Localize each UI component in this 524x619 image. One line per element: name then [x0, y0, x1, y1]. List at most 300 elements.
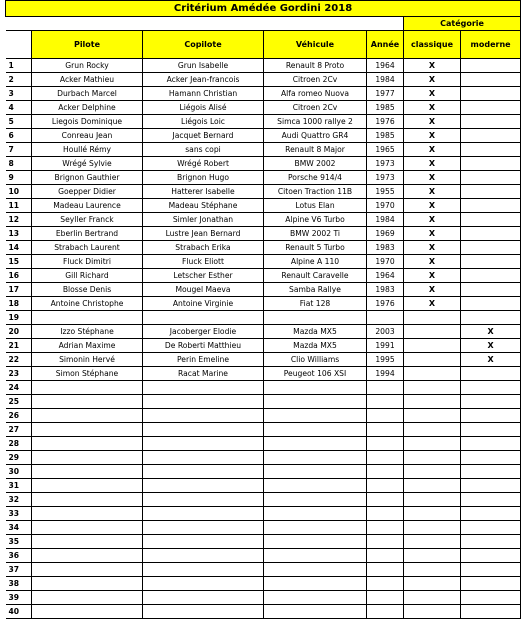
copilote-cell[interactable]: Antoine Virginie — [143, 297, 264, 311]
vehicule-cell[interactable]: Citroen 2Cv — [264, 73, 367, 87]
vehicule-cell[interactable] — [264, 605, 367, 619]
classique-cell[interactable]: X — [404, 241, 461, 255]
annee-cell[interactable] — [367, 521, 404, 535]
moderne-cell[interactable] — [461, 171, 521, 185]
moderne-cell[interactable] — [461, 395, 521, 409]
table-row — [6, 465, 521, 479]
classique-cell[interactable]: X — [404, 297, 461, 311]
row-number-cell[interactable]: 20 — [6, 325, 32, 339]
classique-cell[interactable]: X — [404, 199, 461, 213]
moderne-cell[interactable] — [461, 143, 521, 157]
vehicule-cell[interactable]: Samba Rallye — [264, 283, 367, 297]
pilote-cell[interactable] — [32, 493, 143, 507]
vehicule-cell[interactable]: Mazda MX5 — [264, 339, 367, 353]
row-number-cell[interactable]: 8 — [6, 157, 32, 171]
classique-cell[interactable] — [404, 353, 461, 367]
copilote-cell[interactable]: Liégois Loic — [143, 115, 264, 129]
classique-cell[interactable] — [404, 563, 461, 577]
row-number-cell[interactable]: 15 — [6, 255, 32, 269]
annee-cell[interactable]: 1964 — [367, 59, 404, 73]
copilote-cell[interactable] — [143, 395, 264, 409]
row-number-cell[interactable]: 13 — [6, 227, 32, 241]
copilote-cell[interactable]: Grun Isabelle — [143, 59, 264, 73]
annee-cell[interactable] — [367, 423, 404, 437]
copilote-cell[interactable] — [143, 605, 264, 619]
vehicule-cell[interactable]: Lotus Elan — [264, 199, 367, 213]
table-row — [6, 171, 521, 185]
classique-cell[interactable] — [404, 367, 461, 381]
table-row — [6, 451, 521, 465]
row-number-cell[interactable]: 4 — [6, 101, 32, 115]
annee-cell[interactable]: 2003 — [367, 325, 404, 339]
vehicule-cell[interactable]: Renault Caravelle — [264, 269, 367, 283]
annee-cell[interactable] — [367, 563, 404, 577]
pilote-cell[interactable]: Eberlin Bertrand — [32, 227, 143, 241]
header-copilote[interactable]: Copilote — [143, 31, 264, 59]
annee-cell[interactable]: 1994 — [367, 367, 404, 381]
vehicule-cell[interactable] — [264, 493, 367, 507]
copilote-cell[interactable]: Wrégé Robert — [143, 157, 264, 171]
copilote-cell[interactable]: Racat Marine — [143, 367, 264, 381]
classique-cell[interactable] — [404, 395, 461, 409]
pilote-cell[interactable]: Strabach Laurent — [32, 241, 143, 255]
classique-cell[interactable] — [404, 577, 461, 591]
classique-cell[interactable] — [404, 311, 461, 325]
moderne-cell[interactable] — [461, 409, 521, 423]
annee-cell[interactable]: 1965 — [367, 143, 404, 157]
row-number-cell[interactable]: 37 — [6, 563, 32, 577]
pilote-cell[interactable] — [32, 465, 143, 479]
copilote-cell[interactable] — [143, 577, 264, 591]
row-number-cell[interactable]: 7 — [6, 143, 32, 157]
pilote-cell[interactable]: Adrian Maxime — [32, 339, 143, 353]
moderne-cell[interactable] — [461, 605, 521, 619]
header-pilote[interactable]: Pilote — [32, 31, 143, 59]
copilote-cell[interactable]: Lustre Jean Bernard — [143, 227, 264, 241]
header-moderne[interactable]: moderne — [461, 31, 521, 59]
copilote-cell[interactable] — [143, 493, 264, 507]
annee-cell[interactable] — [367, 535, 404, 549]
vehicule-cell[interactable]: Peugeot 106 XSI — [264, 367, 367, 381]
row-number-cell[interactable]: 28 — [6, 437, 32, 451]
vehicule-cell[interactable] — [264, 437, 367, 451]
copilote-cell[interactable]: Strabach Erika — [143, 241, 264, 255]
classique-cell[interactable] — [404, 493, 461, 507]
annee-cell[interactable]: 1995 — [367, 353, 404, 367]
annee-cell[interactable] — [367, 465, 404, 479]
copilote-cell[interactable] — [143, 591, 264, 605]
row-number-cell[interactable]: 23 — [6, 367, 32, 381]
vehicule-cell[interactable]: Renault 5 Turbo — [264, 241, 367, 255]
annee-cell[interactable]: 1991 — [367, 339, 404, 353]
annee-cell[interactable]: 1985 — [367, 101, 404, 115]
moderne-cell[interactable] — [461, 283, 521, 297]
table-row — [6, 325, 521, 339]
vehicule-cell[interactable] — [264, 409, 367, 423]
annee-cell[interactable] — [367, 451, 404, 465]
copilote-cell[interactable] — [143, 549, 264, 563]
pilote-cell[interactable]: Blosse Denis — [32, 283, 143, 297]
copilote-cell[interactable]: Acker Jean-francois — [143, 73, 264, 87]
classique-cell[interactable]: X — [404, 283, 461, 297]
classique-cell[interactable] — [404, 549, 461, 563]
copilote-cell[interactable] — [143, 507, 264, 521]
vehicule-cell[interactable]: Alpine V6 Turbo — [264, 213, 367, 227]
vehicule-cell[interactable]: Fiat 128 — [264, 297, 367, 311]
copilote-cell[interactable] — [143, 437, 264, 451]
classique-cell[interactable]: X — [404, 73, 461, 87]
vehicule-cell[interactable] — [264, 507, 367, 521]
pilote-cell[interactable]: Simon Stéphane — [32, 367, 143, 381]
row-number-cell[interactable]: 22 — [6, 353, 32, 367]
moderne-cell[interactable] — [461, 115, 521, 129]
classique-cell[interactable] — [404, 451, 461, 465]
pilote-cell[interactable] — [32, 563, 143, 577]
classique-cell[interactable]: X — [404, 115, 461, 129]
row-number-cell[interactable]: 16 — [6, 269, 32, 283]
annee-cell[interactable] — [367, 409, 404, 423]
vehicule-cell[interactable] — [264, 311, 367, 325]
pilote-cell[interactable] — [32, 549, 143, 563]
table-row — [6, 507, 521, 521]
pilote-cell[interactable] — [32, 423, 143, 437]
vehicule-cell[interactable]: Renault 8 Proto — [264, 59, 367, 73]
moderne-cell[interactable]: X — [461, 339, 521, 353]
table-row — [6, 381, 521, 395]
pilote-cell[interactable]: Izzo Stéphane — [32, 325, 143, 339]
category-header[interactable]: Catégorie — [404, 17, 521, 31]
moderne-cell[interactable] — [461, 227, 521, 241]
row-number-cell[interactable]: 11 — [6, 199, 32, 213]
annee-cell[interactable]: 1983 — [367, 241, 404, 255]
moderne-cell[interactable] — [461, 563, 521, 577]
annee-cell[interactable]: 1984 — [367, 73, 404, 87]
copilote-cell[interactable]: Brignon Hugo — [143, 171, 264, 185]
moderne-cell[interactable] — [461, 479, 521, 493]
copilote-cell[interactable]: Hamann Christian — [143, 87, 264, 101]
header-vehicule[interactable]: Véhicule — [264, 31, 367, 59]
pilote-cell[interactable] — [32, 577, 143, 591]
pilote-cell[interactable]: Antoine Christophe — [32, 297, 143, 311]
classique-cell[interactable] — [404, 437, 461, 451]
row-number-cell[interactable]: 14 — [6, 241, 32, 255]
classique-cell[interactable]: X — [404, 101, 461, 115]
annee-cell[interactable]: 1983 — [367, 283, 404, 297]
annee-cell[interactable]: 1970 — [367, 255, 404, 269]
copilote-cell[interactable] — [143, 563, 264, 577]
classique-cell[interactable]: X — [404, 171, 461, 185]
table-row — [6, 73, 521, 87]
vehicule-cell[interactable] — [264, 423, 367, 437]
pilote-cell[interactable]: Brignon Gauthier — [32, 171, 143, 185]
classique-cell[interactable] — [404, 507, 461, 521]
annee-cell[interactable] — [367, 591, 404, 605]
vehicule-cell[interactable] — [264, 395, 367, 409]
sheet-title[interactable]: Critérium Amédée Gordini 2018 — [6, 1, 521, 17]
row-number-cell[interactable]: 1 — [6, 59, 32, 73]
moderne-cell[interactable]: X — [461, 325, 521, 339]
table-row — [6, 157, 521, 171]
copilote-cell[interactable] — [143, 479, 264, 493]
classique-cell[interactable]: X — [404, 143, 461, 157]
copilote-cell[interactable] — [143, 409, 264, 423]
row-number-cell[interactable]: 3 — [6, 87, 32, 101]
copilote-cell[interactable] — [143, 521, 264, 535]
header-annee[interactable]: Année — [367, 31, 404, 59]
row-number-cell[interactable]: 39 — [6, 591, 32, 605]
vehicule-cell[interactable] — [264, 577, 367, 591]
pilote-cell[interactable] — [32, 311, 143, 325]
pilote-cell[interactable]: Liegois Dominique — [32, 115, 143, 129]
classique-cell[interactable] — [404, 339, 461, 353]
copilote-cell[interactable]: sans copi — [143, 143, 264, 157]
pilote-cell[interactable] — [32, 479, 143, 493]
copilote-cell[interactable] — [143, 423, 264, 437]
row-number-cell[interactable]: 29 — [6, 451, 32, 465]
copilote-cell[interactable] — [143, 535, 264, 549]
moderne-cell[interactable] — [461, 549, 521, 563]
moderne-cell[interactable] — [461, 521, 521, 535]
vehicule-cell[interactable] — [264, 479, 367, 493]
row-number-cell[interactable]: 19 — [6, 311, 32, 325]
pilote-cell[interactable] — [32, 605, 143, 619]
vehicule-cell[interactable] — [264, 381, 367, 395]
pilote-cell[interactable]: Madeau Laurence — [32, 199, 143, 213]
row-number-cell[interactable]: 35 — [6, 535, 32, 549]
moderne-cell[interactable] — [461, 367, 521, 381]
row-number-cell[interactable]: 27 — [6, 423, 32, 437]
row-number-cell[interactable]: 26 — [6, 409, 32, 423]
pilote-cell[interactable] — [32, 381, 143, 395]
vehicule-cell[interactable]: Citoen Traction 11B — [264, 185, 367, 199]
row-number-cell[interactable]: 18 — [6, 297, 32, 311]
table-row — [6, 409, 521, 423]
copilote-cell[interactable]: Simler Jonathan — [143, 213, 264, 227]
copilote-cell[interactable] — [143, 465, 264, 479]
moderne-cell[interactable] — [461, 507, 521, 521]
classique-cell[interactable] — [404, 423, 461, 437]
row-number-cell[interactable]: 34 — [6, 521, 32, 535]
vehicule-cell[interactable]: Citroen 2Cv — [264, 101, 367, 115]
pilote-cell[interactable] — [32, 395, 143, 409]
pilote-cell[interactable]: Simonin Hervé — [32, 353, 143, 367]
pilote-cell[interactable]: Houllé Rémy — [32, 143, 143, 157]
copilote-cell[interactable]: Letscher Esther — [143, 269, 264, 283]
moderne-cell[interactable] — [461, 59, 521, 73]
classique-cell[interactable] — [404, 465, 461, 479]
row-number-cell[interactable]: 9 — [6, 171, 32, 185]
table-row — [6, 129, 521, 143]
row-number-cell[interactable]: 33 — [6, 507, 32, 521]
pilote-cell[interactable] — [32, 409, 143, 423]
classique-cell[interactable] — [404, 535, 461, 549]
vehicule-cell[interactable] — [264, 465, 367, 479]
copilote-cell[interactable] — [143, 451, 264, 465]
row-number-cell[interactable]: 32 — [6, 493, 32, 507]
pilote-cell[interactable] — [32, 591, 143, 605]
vehicule-cell[interactable]: Alpine A 110 — [264, 255, 367, 269]
vehicule-cell[interactable]: Alfa romeo Nuova — [264, 87, 367, 101]
classique-cell[interactable]: X — [404, 227, 461, 241]
classique-cell[interactable]: X — [404, 59, 461, 73]
annee-cell[interactable]: 1977 — [367, 87, 404, 101]
annee-cell[interactable]: 1973 — [367, 171, 404, 185]
vehicule-cell[interactable] — [264, 563, 367, 577]
moderne-cell[interactable] — [461, 577, 521, 591]
pilote-cell[interactable]: Conreau Jean — [32, 129, 143, 143]
copilote-cell[interactable]: De Roberti Matthieu — [143, 339, 264, 353]
annee-cell[interactable]: 1970 — [367, 199, 404, 213]
pilote-cell[interactable]: Durbach Marcel — [32, 87, 143, 101]
annee-cell[interactable]: 1976 — [367, 297, 404, 311]
pilote-cell[interactable]: Goepper Didier — [32, 185, 143, 199]
annee-cell[interactable] — [367, 577, 404, 591]
classique-cell[interactable] — [404, 591, 461, 605]
moderne-cell[interactable] — [461, 241, 521, 255]
annee-cell[interactable]: 1984 — [367, 213, 404, 227]
annee-cell[interactable]: 1969 — [367, 227, 404, 241]
moderne-cell[interactable] — [461, 213, 521, 227]
row-number-cell[interactable]: 38 — [6, 577, 32, 591]
vehicule-cell[interactable] — [264, 451, 367, 465]
vehicule-cell[interactable] — [264, 535, 367, 549]
row-number-cell[interactable]: 24 — [6, 381, 32, 395]
copilote-cell[interactable]: Fluck Eliott — [143, 255, 264, 269]
annee-cell[interactable]: 1964 — [367, 269, 404, 283]
row-number-cell[interactable]: 12 — [6, 213, 32, 227]
classique-cell[interactable]: X — [404, 129, 461, 143]
classique-cell[interactable] — [404, 409, 461, 423]
vehicule-cell[interactable] — [264, 521, 367, 535]
moderne-cell[interactable] — [461, 129, 521, 143]
classique-cell[interactable] — [404, 605, 461, 619]
annee-cell[interactable]: 1973 — [367, 157, 404, 171]
copilote-cell[interactable]: Madeau Stéphane — [143, 199, 264, 213]
annee-cell[interactable] — [367, 507, 404, 521]
moderne-cell[interactable] — [461, 157, 521, 171]
moderne-cell[interactable] — [461, 101, 521, 115]
annee-cell[interactable]: 1985 — [367, 129, 404, 143]
vehicule-cell[interactable]: Renault 8 Major — [264, 143, 367, 157]
pilote-cell[interactable]: Fluck Dimitri — [32, 255, 143, 269]
classique-cell[interactable] — [404, 325, 461, 339]
pilote-cell[interactable] — [32, 451, 143, 465]
copilote-cell[interactable]: Jacquet Bernard — [143, 129, 264, 143]
row-number-cell[interactable]: 2 — [6, 73, 32, 87]
copilote-cell[interactable] — [143, 311, 264, 325]
annee-cell[interactable] — [367, 437, 404, 451]
pilote-cell[interactable]: Acker Mathieu — [32, 73, 143, 87]
moderne-cell[interactable] — [461, 199, 521, 213]
classique-cell[interactable]: X — [404, 213, 461, 227]
vehicule-cell[interactable] — [264, 549, 367, 563]
moderne-cell[interactable] — [461, 451, 521, 465]
annee-cell[interactable] — [367, 479, 404, 493]
header-classique[interactable]: classique — [404, 31, 461, 59]
vehicule-cell[interactable]: Simca 1000 rallye 2 — [264, 115, 367, 129]
moderne-cell[interactable]: X — [461, 353, 521, 367]
moderne-cell[interactable] — [461, 185, 521, 199]
pilote-cell[interactable]: Acker Delphine — [32, 101, 143, 115]
row-number-cell[interactable]: 6 — [6, 129, 32, 143]
classique-cell[interactable] — [404, 381, 461, 395]
row-number-cell[interactable]: 36 — [6, 549, 32, 563]
vehicule-cell[interactable] — [264, 591, 367, 605]
annee-cell[interactable]: 1976 — [367, 115, 404, 129]
annee-cell[interactable] — [367, 381, 404, 395]
annee-cell[interactable] — [367, 493, 404, 507]
copilote-cell[interactable]: Mougel Maeva — [143, 283, 264, 297]
moderne-cell[interactable] — [461, 311, 521, 325]
moderne-cell[interactable] — [461, 381, 521, 395]
classique-cell[interactable] — [404, 521, 461, 535]
copilote-cell[interactable]: Hatterer Isabelle — [143, 185, 264, 199]
pilote-cell[interactable]: Gill Richard — [32, 269, 143, 283]
classique-cell[interactable]: X — [404, 255, 461, 269]
moderne-cell[interactable] — [461, 255, 521, 269]
vehicule-cell[interactable]: Mazda MX5 — [264, 325, 367, 339]
row-number-cell[interactable]: 31 — [6, 479, 32, 493]
row-number-cell[interactable]: 5 — [6, 115, 32, 129]
row-number-cell[interactable]: 25 — [6, 395, 32, 409]
copilote-cell[interactable]: Liégois Alisé — [143, 101, 264, 115]
pilote-cell[interactable] — [32, 535, 143, 549]
moderne-cell[interactable] — [461, 465, 521, 479]
pilote-cell[interactable] — [32, 437, 143, 451]
annee-cell[interactable] — [367, 605, 404, 619]
vehicule-cell[interactable]: Clio Williams — [264, 353, 367, 367]
moderne-cell[interactable] — [461, 269, 521, 283]
annee-cell[interactable] — [367, 395, 404, 409]
pilote-cell[interactable] — [32, 521, 143, 535]
moderne-cell[interactable] — [461, 437, 521, 451]
copilote-cell[interactable]: Perin Emeline — [143, 353, 264, 367]
annee-cell[interactable]: 1955 — [367, 185, 404, 199]
moderne-cell[interactable] — [461, 493, 521, 507]
pilote-cell[interactable] — [32, 507, 143, 521]
moderne-cell[interactable] — [461, 591, 521, 605]
row-number-cell[interactable]: 21 — [6, 339, 32, 353]
pilote-cell[interactable]: Wrégé Sylvie — [32, 157, 143, 171]
pilote-cell[interactable]: Seyller Franck — [32, 213, 143, 227]
copilote-cell[interactable] — [143, 381, 264, 395]
vehicule-cell[interactable]: Porsche 914/4 — [264, 171, 367, 185]
vehicule-cell[interactable]: Audi Quattro GR4 — [264, 129, 367, 143]
row-number-cell[interactable]: 10 — [6, 185, 32, 199]
annee-cell[interactable] — [367, 549, 404, 563]
classique-cell[interactable]: X — [404, 87, 461, 101]
row-number-cell[interactable]: 17 — [6, 283, 32, 297]
vehicule-cell[interactable]: BMW 2002 Ti — [264, 227, 367, 241]
classique-cell[interactable] — [404, 479, 461, 493]
annee-cell[interactable] — [367, 311, 404, 325]
row-number-cell[interactable]: 40 — [6, 605, 32, 619]
classique-cell[interactable]: X — [404, 157, 461, 171]
pilote-cell[interactable]: Grun Rocky — [32, 59, 143, 73]
moderne-cell[interactable] — [461, 73, 521, 87]
vehicule-cell[interactable]: BMW 2002 — [264, 157, 367, 171]
copilote-cell[interactable]: Jacoberger Elodie — [143, 325, 264, 339]
moderne-cell[interactable] — [461, 297, 521, 311]
table-row — [6, 493, 521, 507]
classique-cell[interactable]: X — [404, 185, 461, 199]
moderne-cell[interactable] — [461, 87, 521, 101]
row-number-cell[interactable]: 30 — [6, 465, 32, 479]
moderne-cell[interactable] — [461, 423, 521, 437]
classique-cell[interactable]: X — [404, 269, 461, 283]
header-number[interactable] — [6, 31, 32, 59]
moderne-cell[interactable] — [461, 535, 521, 549]
